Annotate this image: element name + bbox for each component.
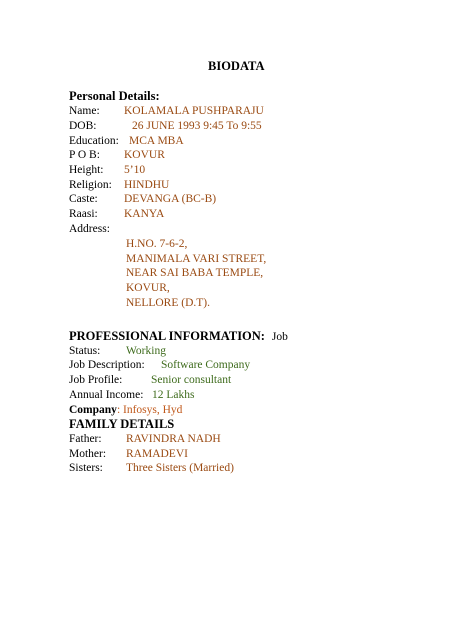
name-value: KOLAMALA PUSHPARAJU <box>124 105 264 117</box>
father-value: RAVINDRA NADH <box>126 433 221 445</box>
job-description-value: Software Company <box>161 359 251 371</box>
company-label: Company <box>69 404 117 416</box>
company-row <box>69 403 182 417</box>
raasi-value: KANYA <box>124 208 165 220</box>
personal-details-heading: Personal Details: <box>69 89 160 103</box>
education-label: Education: <box>69 135 119 147</box>
sisters-label: Sisters: <box>69 462 103 474</box>
address-line: KOVUR, <box>126 282 170 294</box>
job-description-label: Job Description: <box>69 359 145 371</box>
address-line: NEAR SAI BABA TEMPLE, <box>126 267 264 279</box>
annual-income-value: 12 Lakhs <box>152 389 195 401</box>
address-line: MANIMALA VARI STREET, <box>126 253 267 265</box>
name-label: Name: <box>69 105 100 117</box>
religion-label: Religion: <box>69 179 112 191</box>
sisters-value: Three Sisters (Married) <box>126 462 234 474</box>
address-label: Address: <box>69 223 110 235</box>
job-profile-value: Senior consultant <box>151 374 232 386</box>
job-profile-label: Job Profile: <box>69 374 123 386</box>
company-value: : Infosys, Hyd <box>116 404 183 416</box>
address-line: NELLORE (D.T). <box>126 297 210 309</box>
dob-label: DOB: <box>69 120 97 132</box>
pob-value: KOVUR <box>124 149 165 161</box>
mother-label: Mother: <box>69 448 107 460</box>
education-value: MCA MBA <box>129 135 184 147</box>
annual-income-label: Annual Income: <box>69 389 144 401</box>
religion-value: HINDHU <box>124 179 170 191</box>
mother-value: RAMADEVI <box>126 448 188 460</box>
professional-heading-suffix: Job <box>271 331 288 343</box>
caste-value: DEVANGA (BC-B) <box>124 193 217 205</box>
document-title: BIODATA <box>208 59 265 73</box>
status-label: Status: <box>69 345 101 357</box>
family-details-heading: FAMILY DETAILS <box>69 417 175 431</box>
dob-value: 26 JUNE 1993 9:45 To 9:55 <box>132 120 262 132</box>
height-value: 5’10 <box>124 164 146 176</box>
address-line: H.NO. 7-6-2, <box>126 238 188 250</box>
caste-label: Caste: <box>69 193 98 205</box>
father-label: Father: <box>69 433 102 445</box>
height-label: Height: <box>69 164 104 176</box>
status-value: Working <box>126 345 166 357</box>
professional-heading-row <box>69 329 288 344</box>
raasi-label: Raasi: <box>69 208 98 220</box>
professional-heading: PROFESSIONAL INFORMATION: <box>69 329 265 343</box>
pob-label: P O B: <box>69 149 100 161</box>
